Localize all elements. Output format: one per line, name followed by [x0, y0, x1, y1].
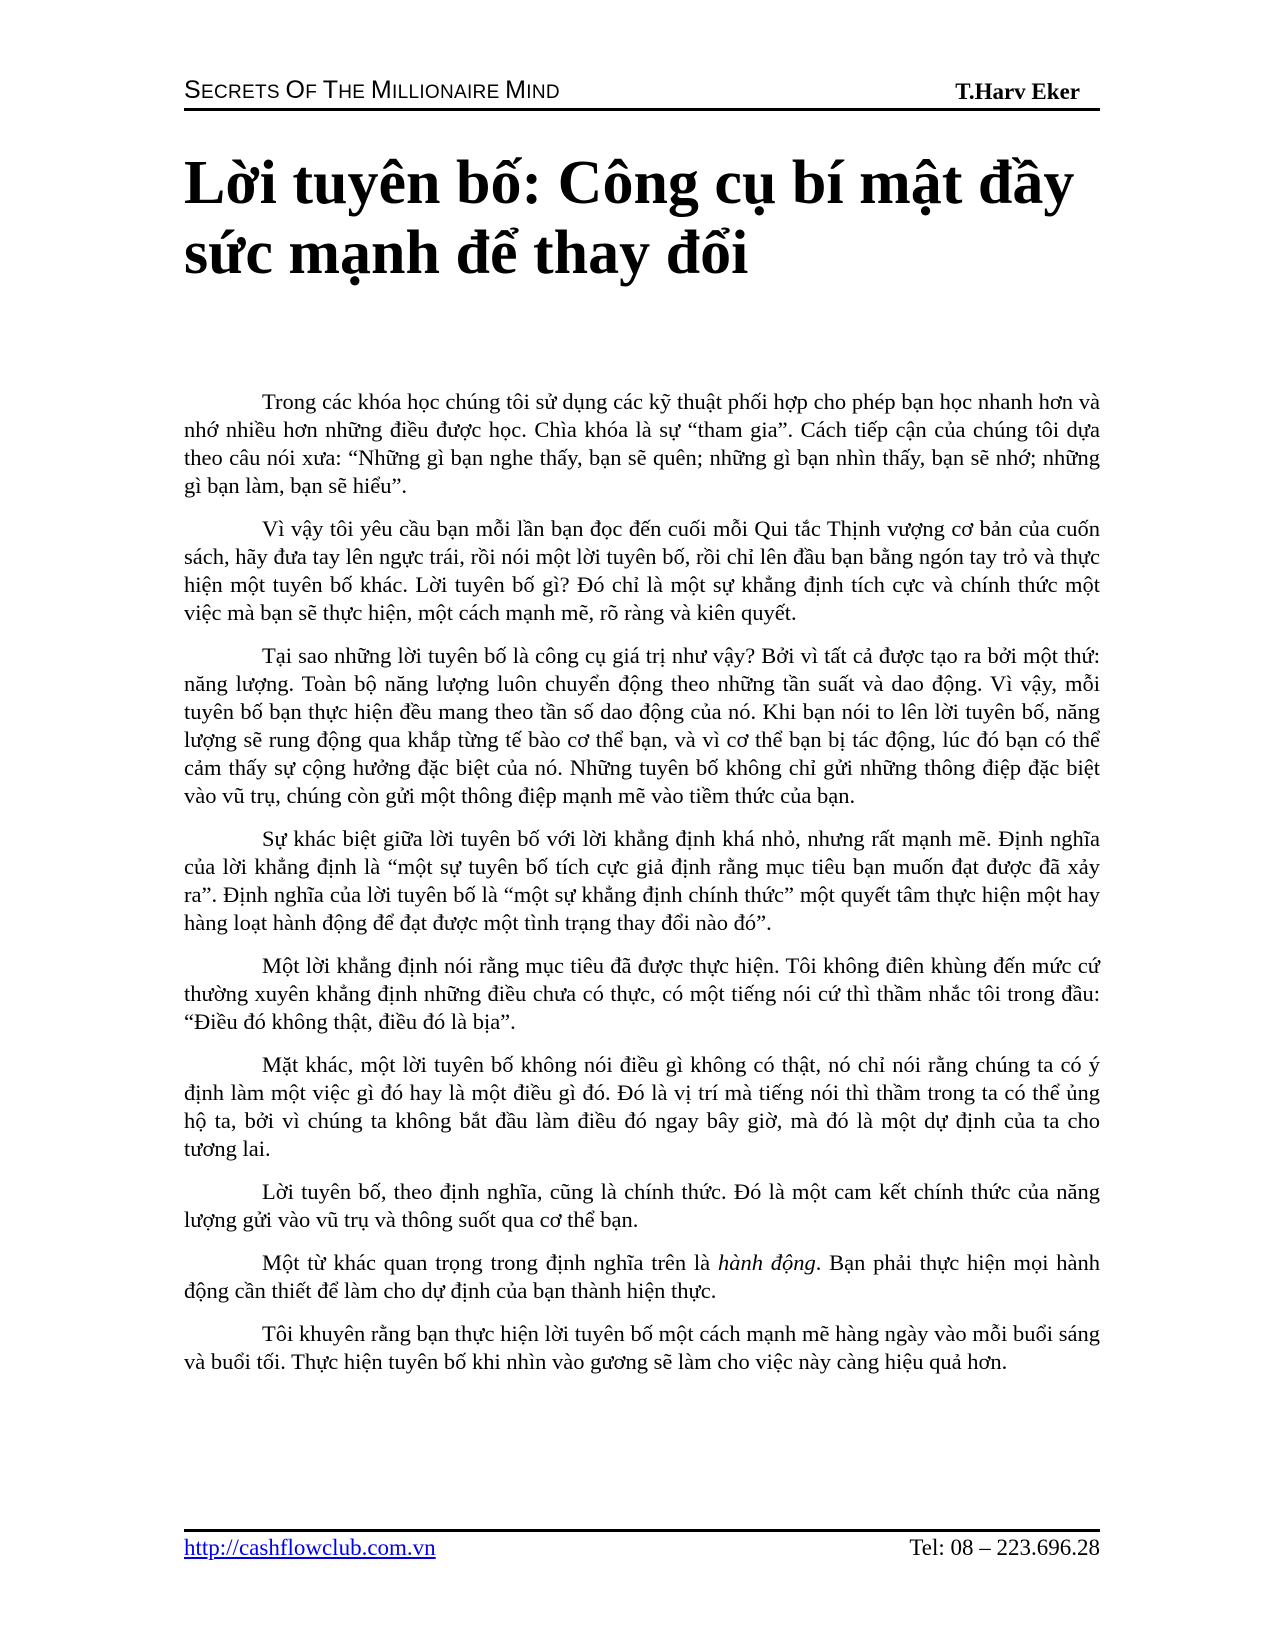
book-title-word: MIND [505, 76, 560, 104]
paragraph: Lời tuyên bố, theo định nghĩa, cũng là chính thức. Đó là một cam kết chính thức của năng lượng gửi vào vũ trụ và thông suốt qua cơ thể bạn. [184, 1179, 1100, 1232]
phone-number: Tel: 08 – 223.696.28 [909, 1535, 1100, 1560]
paragraph: Trong các khóa học chúng tôi sử dụng các kỹ thuật phối hợp cho phép bạn học nhanh hơn và nhớ nhiều hơn những điều được học. Chìa khóa là sự “tham gia”. Cách tiếp cận của chúng tôi dựa theo câu nói xưa: “Những gì bạn nghe thấy, bạn sẽ quên; những gì bạn nhìn thấy, bạn sẽ nhớ; những gì bạn làm, bạn sẽ hiểu”. [184, 389, 1100, 498]
paragraph: Một lời khẳng định nói rằng mục tiêu đã được thực hiện. Tôi không điên khùng đến mức cứ thường xuyên khẳng định những điều chưa có thực, có một tiếng nói cứ thì thầm nhắc tôi trong đầu: “Điều đó không thật, điều đó là bịa”. [184, 953, 1100, 1034]
paragraph: Vì vậy tôi yêu cầu bạn mỗi lần bạn đọc đến cuối mỗi Qui tắc Thịnh vượng cơ bản của cuốn sách, hãy đưa tay lên ngực trái, rồi nói một lời tuyên bố, rồi chỉ lên đầu bạn bằng ngón tay trỏ và thực hiện một tuyên bố khác. Lời tuyên bố gì? Đó chỉ là một sự khẳng định tích cực và chính thức một việc mà bạn sẽ thực hiện, một cách mạnh mẽ, rõ ràng và kiên quyết. [184, 516, 1100, 625]
page-footer [184, 1529, 1100, 1568]
paragraph: Tại sao những lời tuyên bố là công cụ giá trị như vậy? Bởi vì tất cả được tạo ra bởi một thứ: năng lượng. Toàn bộ năng lượng luôn chuyển động theo những tần suất và dao động. Vì vậy, mỗi tuyên bố bạn thực hiện đều mang theo tần số dao động của nó. Khi bạn nói to lên lời tuyên bố, năng lượng sẽ rung động qua khắp từng tế bào cơ thể bạn, và vì cơ thể bạn bị tác động, lúc đó bạn có thể cảm thấy sự cộng hưởng đặc biệt của nó. Những tuyên bố không chỉ gửi những thông điệp đặc biệt vào vũ trụ, chúng còn gửi một thông điệp mạnh mẽ vào tiềm thức của bạn. [184, 643, 1100, 808]
page-header [184, 76, 1100, 111]
emphasis-action: hành động [717, 1250, 816, 1275]
book-title-word: THE [322, 76, 366, 104]
book-title [184, 76, 560, 107]
chapter-title: Lời tuyên bố: Công cụ bí mật đầy sức mạnh để thay đổi [184, 149, 1075, 287]
body-text [184, 388, 1100, 1391]
book-title-word: OF [285, 76, 318, 104]
paragraph: Tôi khuyên rằng bạn thực hiện lời tuyên bố một cách mạnh mẽ hàng ngày vào mỗi buổi sáng và buổi tối. Thực hiện tuyên bố khi nhìn vào gương sẽ làm cho việc này càng hiệu quả hơn. [184, 1321, 1100, 1374]
paragraph-action: Một từ khác quan trọng trong định nghĩa trên là hành động. Bạn phải thực hiện mọi hành động cần thiết để làm cho dự định của bạn thành hiện thực. [184, 1250, 1101, 1303]
author-name: T.Harv Eker [955, 79, 1080, 104]
book-title-word: MILLIONAIRE [370, 76, 500, 104]
paragraph: Mặt khác, một lời tuyên bố không nói điều gì không có thật, nó chỉ nói rằng chúng ta có ý định làm một việc gì đó hay là một điều gì đó. Đó là vị trí mà tiếng nói thì thầm trong ta có thể ủng hộ ta, bởi vì chúng ta không bắt đầu làm điều đó ngay bây giờ, mà đó là một dự định của ta cho tương lai. [184, 1052, 1100, 1161]
book-title-word: SECRETS [184, 76, 280, 104]
website-link[interactable]: http://cashflowclub.com.vn [184, 1535, 436, 1560]
paragraph: Sự khác biệt giữa lời tuyên bố với lời khẳng định khá nhỏ, nhưng rất mạnh mẽ. Định nghĩa của lời khẳng định là “một sự tuyên bố tích cực giả định rằng mục tiêu bạn muốn đạt được đã xảy ra”. Định nghĩa của lời tuyên bố là “một sự khẳng định chính thức” một quyết tâm thực hiện một hay hàng loạt hành động để đạt được một tình trạng thay đổi nào đó”. [184, 826, 1100, 935]
